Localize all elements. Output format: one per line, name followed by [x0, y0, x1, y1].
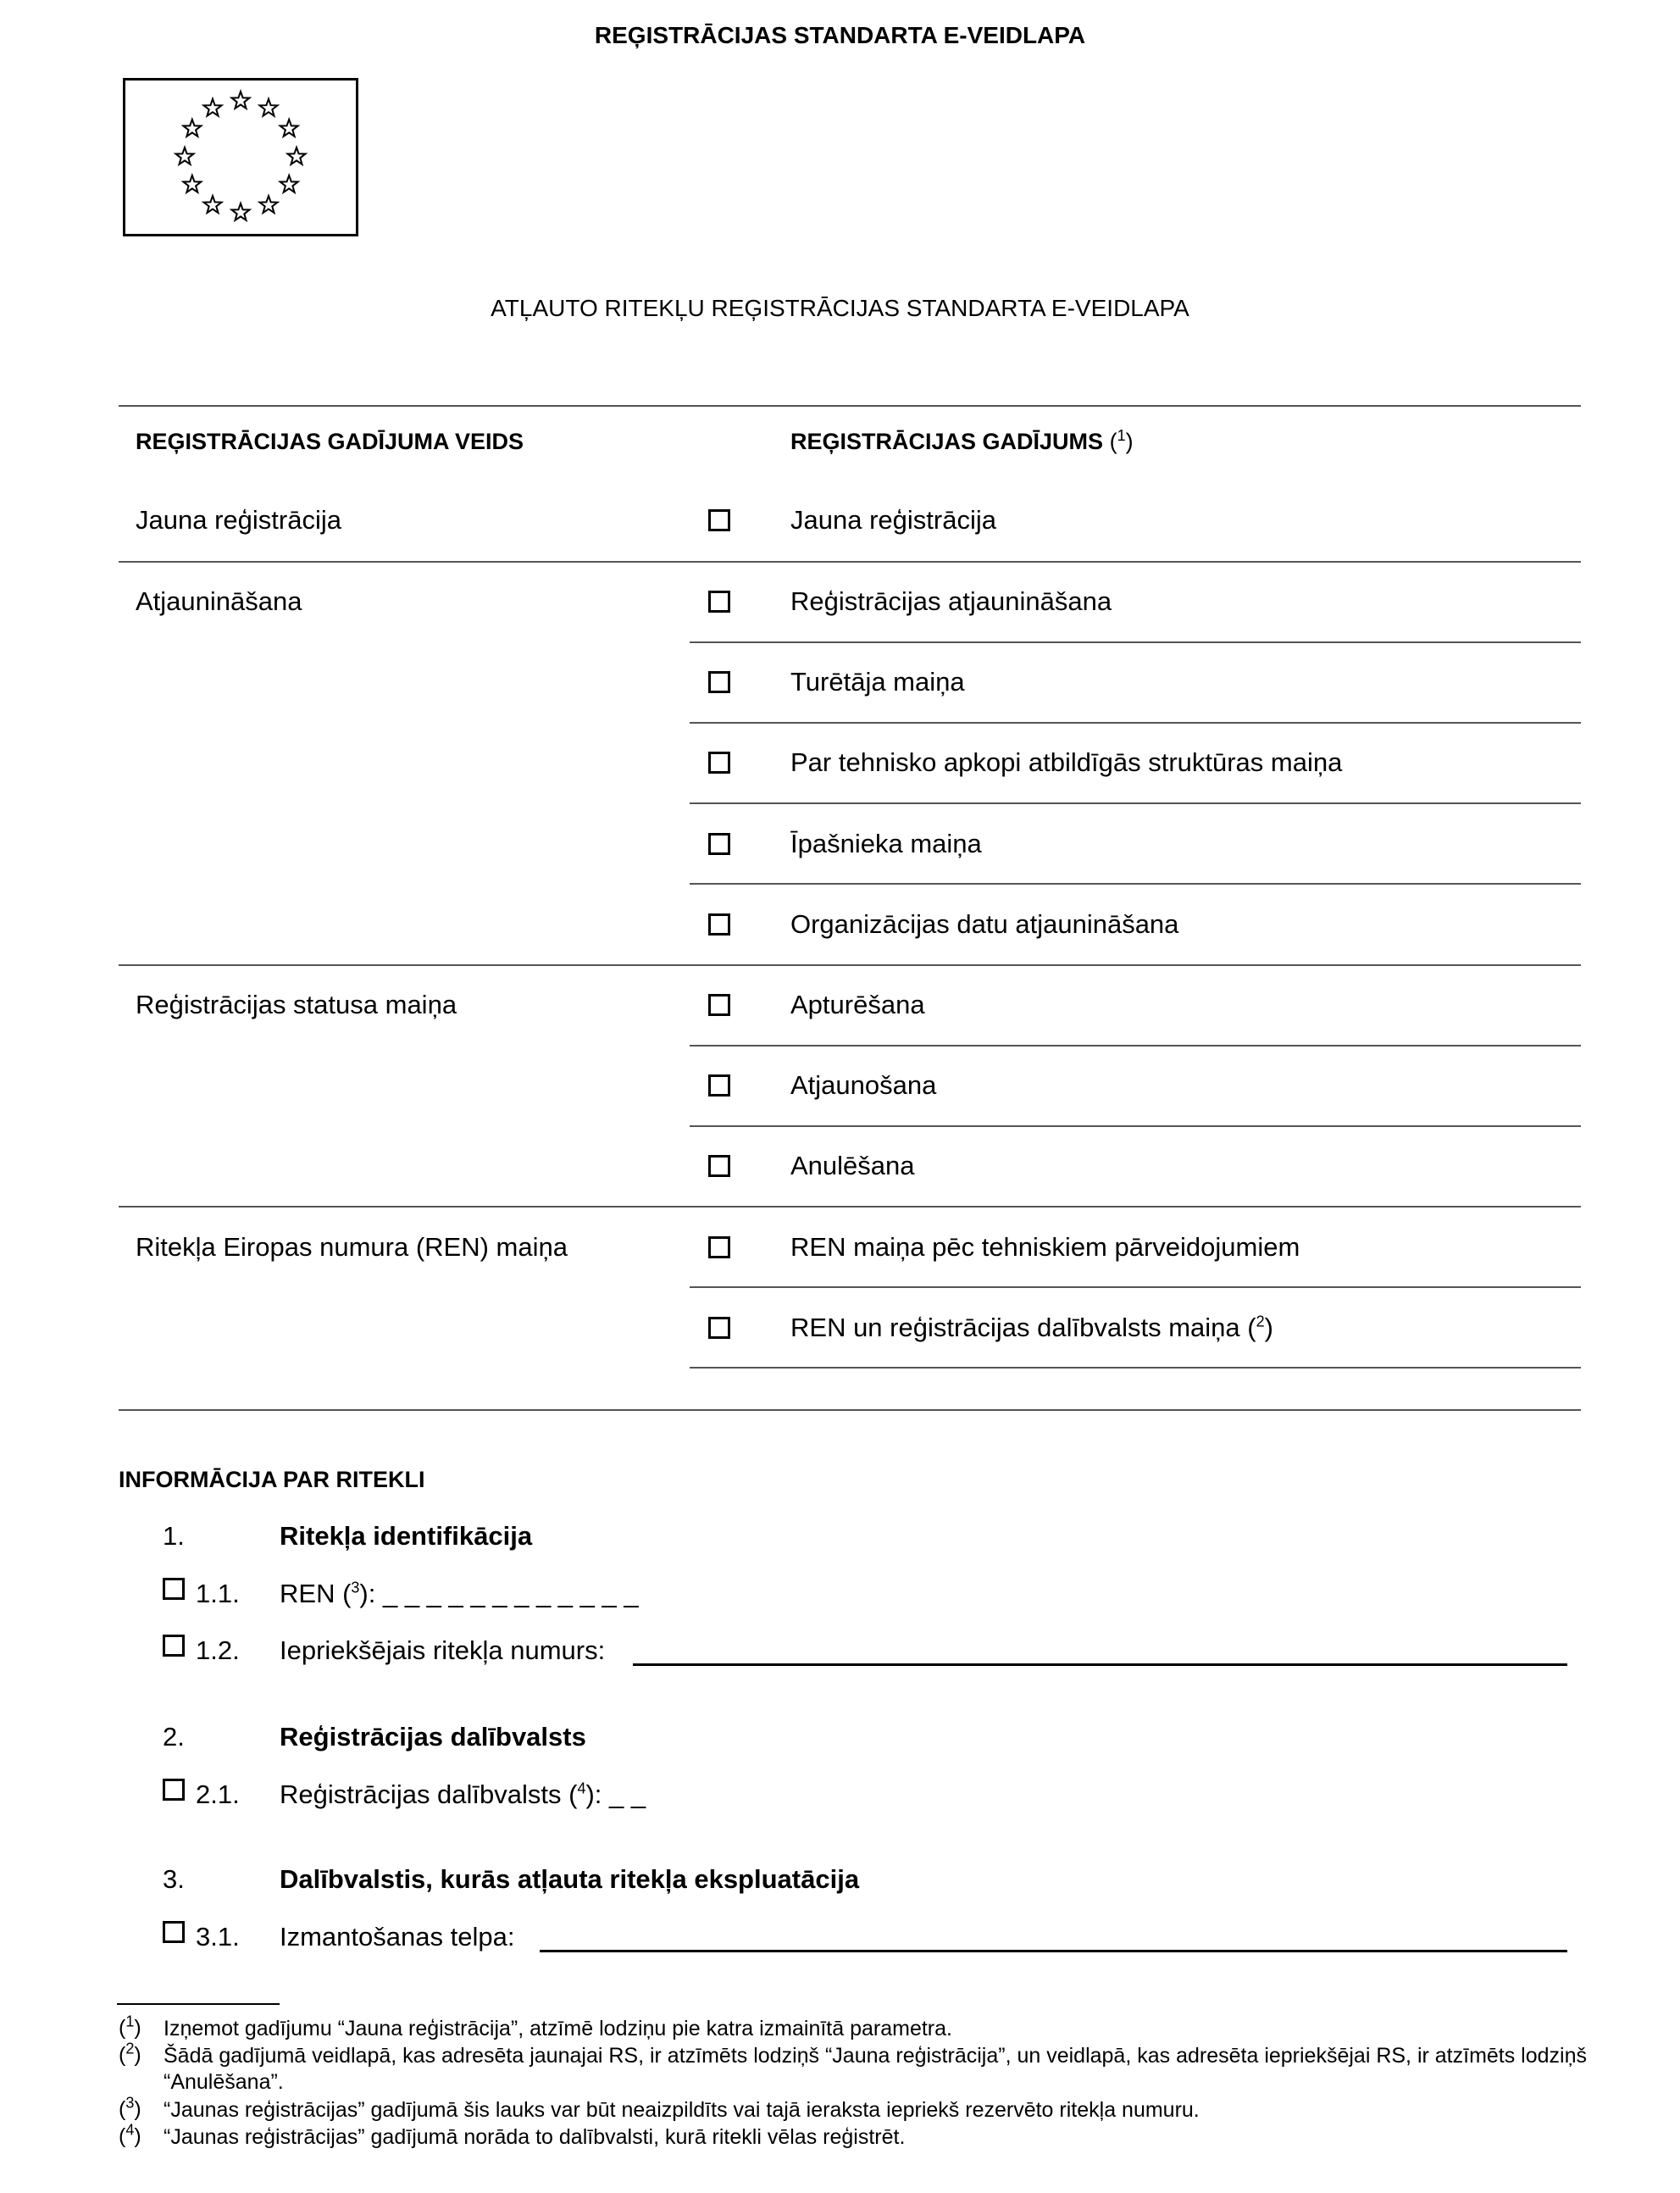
field-previous-number: Iepriekšējais ritekļa numurs: — [280, 1635, 606, 1665]
row-rule — [119, 1206, 1581, 1208]
footnote-mark: ($^2$) — [119, 2040, 141, 2067]
case-evn-technical-change: REN maiņa pēc tehniskiem pārveidojumiem — [790, 1232, 1300, 1262]
star-icon — [260, 99, 278, 116]
type-update: Atjaunināšana — [136, 586, 302, 616]
type-status-change: Reģistrācijas statusa maiņa — [136, 990, 457, 1019]
type-new-registration: Jauna reģistrācija — [136, 505, 341, 535]
row-rule — [690, 802, 1581, 804]
star-icon — [232, 92, 250, 108]
checkbox-suspension[interactable] — [708, 994, 730, 1016]
case-suspension: Apturēšana — [790, 990, 925, 1019]
star-icon — [280, 119, 298, 136]
checkbox-organisation-update[interactable] — [708, 913, 730, 935]
star-icon — [183, 175, 201, 192]
checkbox-field-1-2[interactable] — [163, 1635, 185, 1657]
row-rule — [690, 1286, 1581, 1288]
star-icon — [204, 196, 222, 213]
field-number: 2.1. — [196, 1779, 240, 1809]
case-new-registration: Jauna reģistrācija — [790, 505, 996, 535]
star-icon — [288, 147, 306, 164]
field-number: 1.2. — [196, 1635, 240, 1665]
checkbox-ecm-change[interactable] — [708, 752, 730, 774]
checkbox-reinstatement[interactable] — [708, 1074, 730, 1096]
row-rule — [690, 641, 1581, 643]
field-number: 3.1. — [196, 1922, 240, 1951]
checkbox-owner-change[interactable] — [708, 833, 730, 855]
evn-input-mask[interactable]: _ _ _ _ _ _ _ _ _ _ _ _ — [382, 1579, 639, 1608]
star-icon — [232, 203, 250, 220]
row-rule — [690, 1045, 1581, 1047]
footnote-text: “Jaunas reģistrācijas” gadījumā šis lauks var būt neaizpildīts vai tajā ieraksta iepriekš rezervēto ritekļa numuru. — [164, 2098, 1200, 2122]
checkbox-field-3-1[interactable] — [163, 1921, 185, 1943]
case-keeper-change: Turētāja maiņa — [790, 667, 965, 697]
checkbox-field-1-1[interactable] — [163, 1578, 185, 1600]
case-reinstatement: Atjaunošana — [790, 1070, 937, 1100]
footnote-text: Izņemot gadījumu “Jauna reģistrācija”, atzīmē lodziņu pie katra izmainītā parametra. — [164, 2017, 952, 2040]
section-number: 3. — [163, 1864, 185, 1894]
case-ecm-change: Par tehnisko apkopi atbildīgās struktūras maiņa — [790, 747, 1343, 777]
star-icon — [204, 99, 222, 116]
member-state-input-mask[interactable]: _ _ — [609, 1779, 646, 1809]
case-withdrawal: Anulēšana — [790, 1151, 915, 1180]
checkbox-keeper-change[interactable] — [708, 671, 730, 693]
star-icon — [280, 175, 298, 192]
section-title: Reģistrācijas dalībvalsts — [280, 1722, 586, 1752]
section-title: Dalībvalstis, kurās atļauta ritekļa ekspluatācija — [280, 1864, 860, 1894]
form-title: ATĻAUTO RITEKĻU REĢISTRĀCIJAS STANDARTA E-VEIDLAPA — [491, 295, 1189, 321]
eu-flag-emblem — [123, 78, 358, 236]
row-rule — [690, 1367, 1581, 1369]
case-evn-ms-change: REN un reģistrācijas dalībvalsts maiņa ($^2$) — [790, 1313, 1273, 1342]
table-bottom-rule — [119, 1409, 1581, 1411]
area-of-use-input-line[interactable] — [540, 1950, 1567, 1952]
star-icon — [176, 147, 194, 164]
info-heading: INFORMĀCIJA PAR RITEKLI — [119, 1467, 425, 1492]
case-owner-change: Īpašnieka maiņa — [790, 829, 982, 858]
row-rule — [690, 1125, 1581, 1127]
previous-number-input-line[interactable] — [633, 1663, 1567, 1666]
table-top-rule — [119, 405, 1581, 407]
checkbox-registration-update[interactable] — [708, 591, 730, 613]
col-header-type: REĢISTRĀCIJAS GADĪJUMA VEIDS — [136, 429, 524, 454]
checkbox-evn-technical-change[interactable] — [708, 1236, 730, 1258]
eu-stars-icon — [125, 81, 356, 234]
checkbox-evn-ms-change[interactable] — [708, 1317, 730, 1339]
case-organisation-update: Organizācijas datu atjaunināšana — [790, 909, 1179, 939]
section-number: 2. — [163, 1722, 185, 1752]
section-number: 1. — [163, 1521, 185, 1551]
field-evn: REN ($^3$): _ _ _ _ _ _ _ _ _ _ _ _ — [280, 1579, 639, 1608]
row-rule — [690, 722, 1581, 724]
star-icon — [260, 196, 278, 213]
field-member-state: Reģistrācijas dalībvalsts ($^4$): _ _ — [280, 1779, 646, 1809]
footnote-mark: ($^3$) — [119, 2094, 141, 2121]
row-rule — [119, 964, 1581, 966]
case-registration-update: Reģistrācijas atjaunināšana — [790, 586, 1112, 616]
star-icon — [183, 119, 201, 136]
row-rule — [690, 883, 1581, 885]
checkbox-new-registration[interactable] — [708, 509, 730, 531]
footnote-mark: ($^4$) — [119, 2121, 141, 2148]
footnote-text: “Jaunas reģistrācijas” gadījumā norāda to dalībvalsti, kurā ritekli vēlas reģistrēt. — [164, 2125, 906, 2149]
col-header-case: REĢISTRĀCIJAS GADĪJUMS ($^1$) — [790, 427, 1134, 454]
section-title: Ritekļa identifikācija — [280, 1521, 533, 1551]
field-number: 1.1. — [196, 1579, 240, 1608]
footnote-separator — [117, 2003, 280, 2005]
checkbox-withdrawal[interactable] — [708, 1155, 730, 1177]
field-area-of-use: Izmantošanas telpa: — [280, 1922, 515, 1951]
row-rule — [119, 561, 1581, 563]
footnote-mark: ($^1$) — [119, 2013, 141, 2040]
type-evn-change: Ritekļa Eiropas numura (REN) maiņa — [136, 1232, 568, 1262]
checkbox-field-2-1[interactable] — [163, 1779, 185, 1801]
document-header: REĢISTRĀCIJAS STANDARTA E-VEIDLAPA — [594, 22, 1086, 48]
footnote-text: Šādā gadījumā veidlapā, kas adresēta jaunajai RS, ir atzīmēts lodziņš “Jauna reģistrācija”, un veidlapā, kas adresēta iepriekšējai RS, ir atzīmēts lodziņš “Anulēšana”. — [164, 2044, 1588, 2094]
